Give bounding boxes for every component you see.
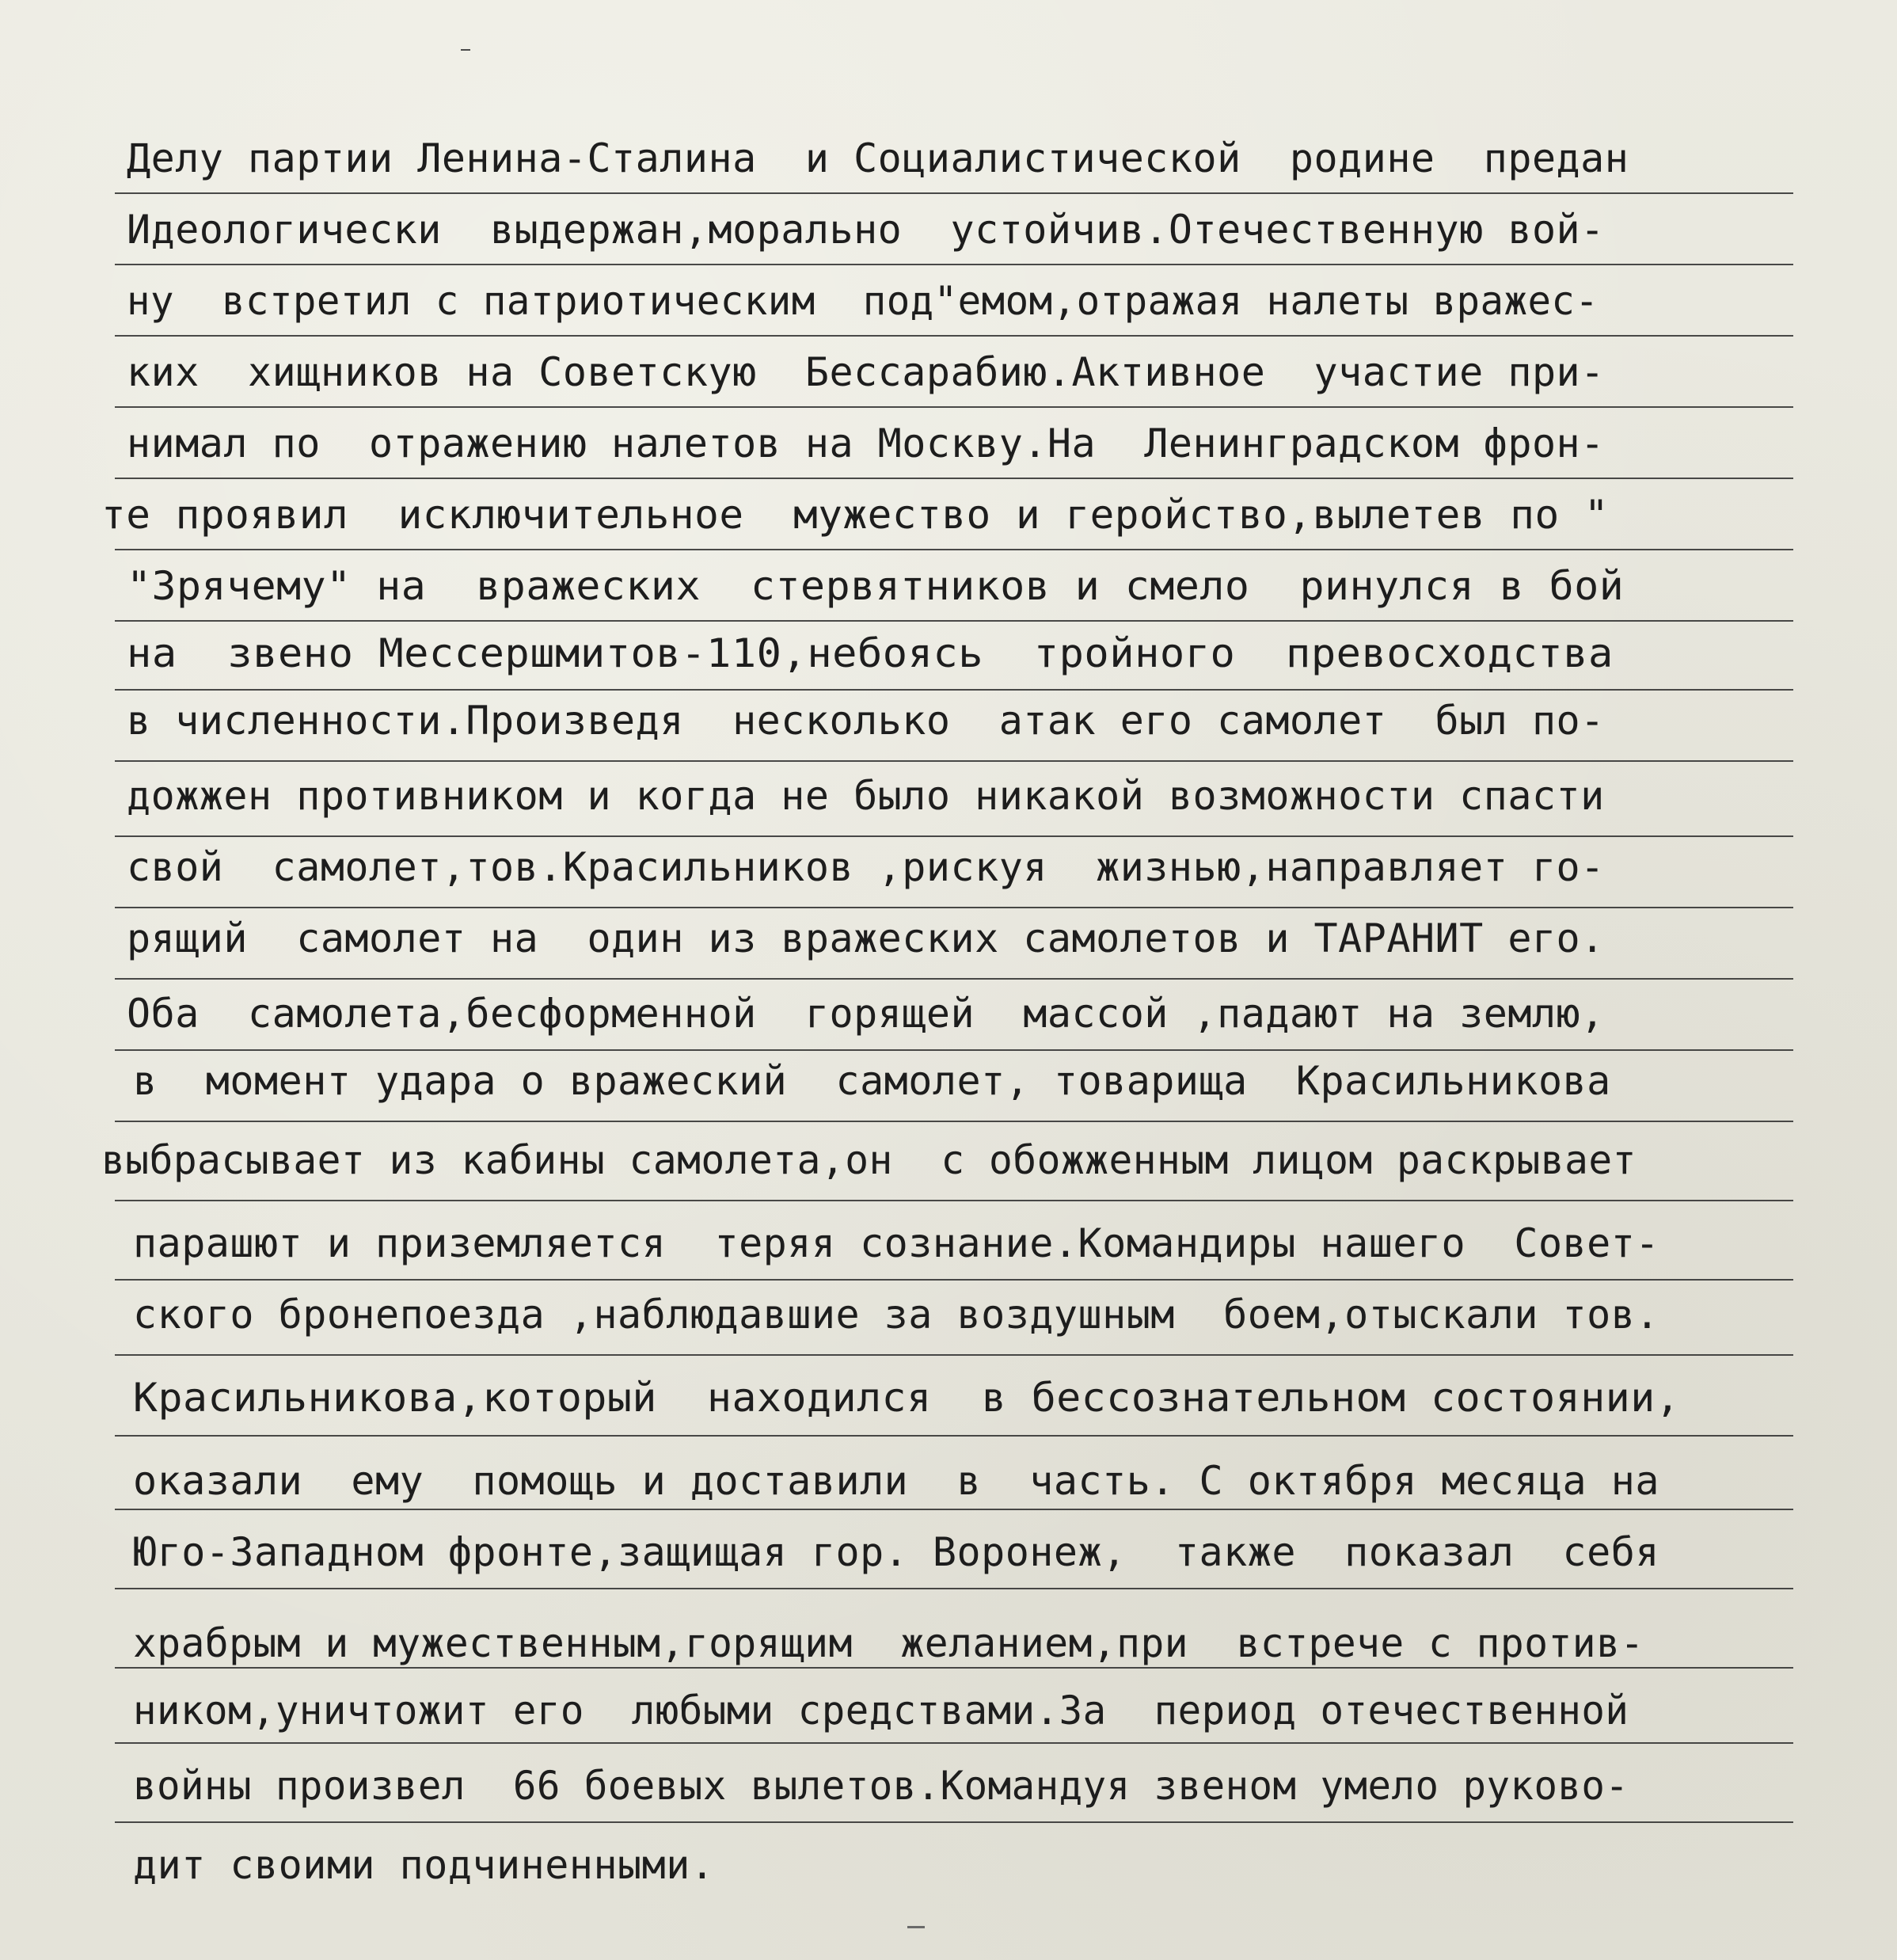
rule-line [115,335,1793,337]
text-line-13: Оба самолета,бесформенной горящей массой ,падают на землю, [127,991,1605,1037]
text-line-8: на звено Мессершмитов-110,небоясь тройного превосходства [127,630,1614,676]
text-line-15: выбрасывает из кабины самолета,он с обожженным лицом раскрывает [101,1137,1637,1183]
rule-line [115,264,1793,265]
rule-line [115,1588,1793,1589]
text-line-22: ником,уничтожит его любыми средствами.За период отечественной [133,1688,1629,1734]
rule-line [115,1354,1793,1356]
text-line-23: войны произвел 66 боевых вылетов.Командуя звеном умело руково- [133,1763,1629,1809]
rule-line [115,835,1793,837]
text-line-17: ского бронепоезда ,наблюдавшие за воздушным боем,отыскали тов. [133,1292,1659,1338]
rule-line [115,406,1793,408]
ink-mark [907,1926,925,1928]
text-line-20: Юго-Западном фронте,защищая гор. Воронеж, также показал себя [133,1529,1659,1575]
text-line-4: ких хищников на Советскую Бессарабию.Активное участие при- [127,349,1605,395]
text-line-1: Делу партии Ленина-Сталина и Социалистической родине предан [127,135,1629,181]
text-line-24: дит своими подчиненными. [133,1842,715,1888]
text-line-10: дожжен противником и когда не было никакой возможности спасти [127,773,1605,819]
text-line-2: Идеологически выдержан,морально устойчив.Отечественную вой- [127,207,1605,253]
text-line-6: те проявил исключительное мужество и геройство,вылетев по " [101,492,1610,538]
text-line-14: в момент удара о вражеский самолет, товарища Красильникова [133,1058,1611,1104]
rule-line [115,1049,1793,1051]
rule-line [115,1200,1793,1201]
rule-line [115,760,1793,762]
rule-line [115,1121,1793,1122]
rule-line [115,1279,1793,1281]
text-line-19: оказали ему помощь и доставили в часть. С октября месяца на [133,1458,1659,1504]
rule-line [115,978,1793,980]
rule-line [115,907,1793,908]
rule-line [115,1742,1793,1744]
text-line-16: парашют и приземляется теряя сознание.Командиры нашего Совет- [133,1220,1659,1266]
rule-line [115,549,1793,550]
text-line-5: нимал по отражению налетов на Москву.На Ленинградском фрон- [127,421,1605,466]
text-line-3: ну встретил с патриотическим под"емом,отражая налеты вражес- [127,278,1599,324]
text-line-12: рящий самолет на один из вражеских самолетов и ТАРАНИТ его. [127,915,1605,961]
text-line-18: Красильникова,который находился в бессознательном состоянии, [133,1375,1681,1421]
text-line-7: "Зрячему" на вражеских стервятников и смело ринулся в бой [127,563,1625,609]
text-line-11: свой самолет,тов.Красильников ,рискуя жизнью,направляет го- [127,844,1605,890]
rule-line [115,1667,1793,1669]
ink-mark [461,49,470,51]
text-line-9: в численности.Произведя несколько атак его самолет был по- [127,698,1605,744]
rule-line [115,689,1793,691]
rule-line [115,1821,1793,1823]
rule-line [115,1435,1793,1437]
rule-line [115,1509,1793,1510]
rule-line [115,620,1793,622]
rule-line [115,478,1793,479]
text-line-21: храбрым и мужественным,горящим желанием,при встрече с против- [133,1620,1644,1666]
rule-line [115,192,1793,194]
